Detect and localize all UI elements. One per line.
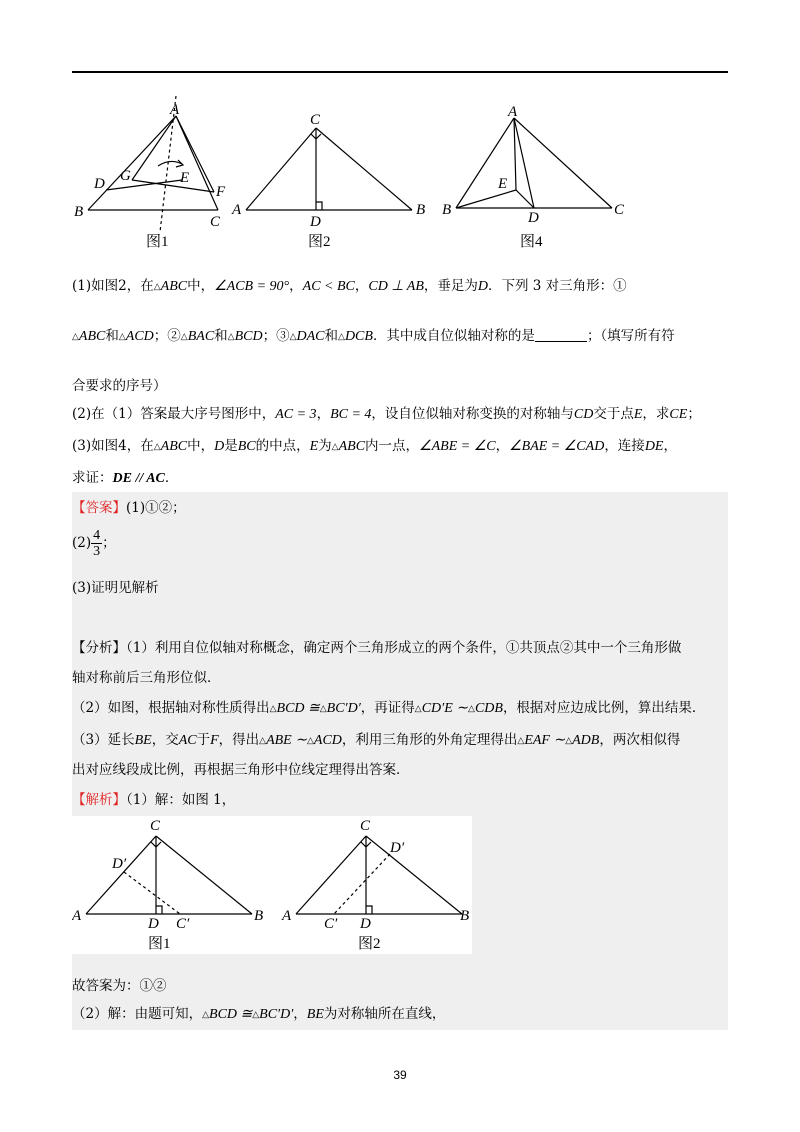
fig1-seg-gf <box>132 180 214 192</box>
sol1-label-c: C <box>150 818 161 834</box>
question-line-5: (3)如图4，在△ABC中，D是BC的中点，E为△ABC内一点，∠ABE = ∠C，∠BAE = ∠CAD，连接DE， <box>72 438 677 454</box>
solution-line-3: （2）解：由题可知，△BCD ≅△BC′D′，BE为对称轴所在直线， <box>72 1006 446 1022</box>
solution-line-1: 【解析】（1）解：如图 1， <box>72 792 236 808</box>
question-line-2: △ABC和△ACD；②△BAC和△BCD；③△DAC和△DCB．其中成自位似轴对称的是 ；（填写所有符 <box>72 328 675 344</box>
fig1-seg-ag <box>132 116 176 180</box>
answer-tag: 【答案】 <box>72 500 126 516</box>
question-line-3: 合要求的序号） <box>72 378 167 394</box>
solution-tag: 【解析】 <box>72 792 126 808</box>
fig1-label-b: B <box>74 204 84 220</box>
fig1-label-d: D <box>94 176 105 192</box>
fig1-label-e: E <box>180 170 190 186</box>
fig2-label-b: B <box>416 202 426 218</box>
question-line-1: (1)如图2，在△ABC中，∠ACB = 90°，AC < BC，CD ⊥ AB，垂足为D．下列 3 对三角形：① <box>72 278 627 294</box>
analysis-line-2: 轴对称前后三角形位似． <box>72 670 221 686</box>
fig4-seg-ad <box>514 118 534 208</box>
fig2-label-d: D <box>310 214 321 230</box>
figure-1-top <box>70 92 230 252</box>
answer-blank <box>535 329 587 342</box>
solution-figures <box>72 816 472 954</box>
answer-line-2: (2) $\frac{4}{3}$ ； <box>72 528 116 559</box>
fig4-label-b: B <box>442 202 452 218</box>
sol2-caption: 图2 <box>358 936 381 952</box>
fig2-right-angle-mark <box>316 202 322 210</box>
fig1-label-f: F <box>216 184 226 200</box>
fig1-caption: 图1 <box>146 234 169 250</box>
answer-line-1: 【答案】(1)①②； <box>72 500 186 516</box>
fig1-side-ac <box>176 116 218 210</box>
fig2-label-c: C <box>310 112 321 128</box>
fig4-seg-be <box>456 190 516 208</box>
sol1-caption: 图1 <box>148 936 171 952</box>
fig4-label-d: D <box>528 210 539 226</box>
solution-line-2: 故答案为：①② <box>72 978 167 994</box>
sol1-label-a: A <box>72 908 82 924</box>
analysis-line-3: （2）如图，根据轴对称性质得出△BCD ≅△BC′D′，再证得△CD′E ∼△CDB，根据对应边成比例，算出结果． <box>72 700 706 716</box>
sol2-label-a: A <box>282 908 292 924</box>
fig2-side-bc <box>316 128 412 210</box>
fig4-label-c: C <box>614 202 625 218</box>
fig1-label-g: G <box>120 168 131 184</box>
page-number: 39 <box>393 1068 407 1082</box>
header-rule <box>72 71 728 73</box>
answer-fraction: $\frac{4}{3}$ <box>93 528 101 559</box>
fig2-label-a: A <box>232 202 242 218</box>
sol1-label-cprime: C′ <box>176 916 190 932</box>
sol1-label-b: B <box>254 908 264 924</box>
sol2-label-d: D <box>360 916 371 932</box>
fig4-seg-ed <box>516 190 534 208</box>
figure-4-top <box>440 104 640 252</box>
fig1-label-a: A <box>170 102 180 118</box>
fig4-side-ab <box>456 118 514 208</box>
sol1-label-dprime: D′ <box>112 856 127 872</box>
sol2-label-b: B <box>460 908 470 924</box>
fig2-caption: 图2 <box>308 234 331 250</box>
question-line-6: 求证：DE // AC． <box>72 470 179 486</box>
answer-line-3: (3)证明见解析 <box>72 580 159 596</box>
fig4-label-a: A <box>508 104 518 120</box>
fig1-label-c: C <box>210 214 221 230</box>
fig1-rotation-arrow <box>158 161 182 166</box>
analysis-line-5: 出对应线段成比例，再根据三角形中位线定理得出答案． <box>72 762 410 778</box>
figure-2-top <box>230 108 430 252</box>
question-line-4: (2)在（1）答案最大序号图形中，AC = 3，BC = 4，设自位似轴对称变换的对称轴与CD交于点E，求CE； <box>72 406 701 422</box>
fig2-side-ac <box>246 128 316 210</box>
analysis-line-1: 【分析】（1）利用自位似轴对称概念，确定两个三角形成立的两个条件，①共顶点②其中一个三角形做 <box>72 640 682 656</box>
sol2-label-c: C <box>360 818 371 834</box>
fig4-caption: 图4 <box>520 234 543 250</box>
fig4-seg-ae <box>514 118 516 190</box>
analysis-tag: 【分析】 <box>72 640 126 656</box>
fig4-side-ac <box>514 118 612 208</box>
sol1-label-d: D <box>148 916 159 932</box>
analysis-line-4: （3）延长BE，交AC于F，得出△ABE ∼△ACD，利用三角形的外角定理得出△EAF ∼△ADB，两次相似得 <box>72 732 681 748</box>
fig4-label-e: E <box>498 176 508 192</box>
sol2-label-dprime: D′ <box>390 840 405 856</box>
sol2-label-cprime: C′ <box>324 916 338 932</box>
